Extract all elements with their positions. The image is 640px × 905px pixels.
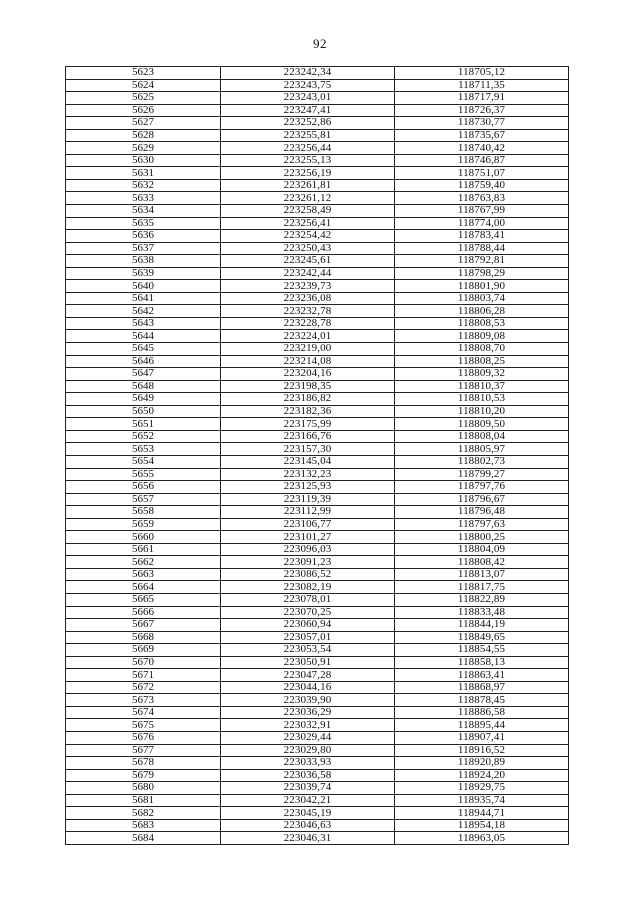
y-coordinate-cell: 118740,42: [395, 142, 569, 155]
table-row: [66, 506, 569, 519]
x-coordinate-cell: 223070,25: [221, 606, 395, 619]
x-coordinate-cell: 223175,99: [221, 418, 395, 431]
y-coordinate-cell: 118833,48: [395, 606, 569, 619]
table-row: [66, 355, 569, 368]
point-number-cell: 5675: [66, 719, 221, 732]
y-coordinate-cell: 118746,87: [395, 154, 569, 167]
x-coordinate-cell: 223261,12: [221, 192, 395, 205]
x-coordinate-cell: 223256,44: [221, 142, 395, 155]
y-coordinate-cell: 118810,20: [395, 405, 569, 418]
point-number-cell: 5636: [66, 230, 221, 243]
table-row: [66, 719, 569, 732]
y-coordinate-cell: 118809,32: [395, 368, 569, 381]
y-coordinate-cell: 118878,45: [395, 694, 569, 707]
table-row: [66, 154, 569, 167]
x-coordinate-cell: 223255,13: [221, 154, 395, 167]
point-number-cell: 5635: [66, 217, 221, 230]
y-coordinate-cell: 118798,29: [395, 267, 569, 280]
point-number-cell: 5678: [66, 757, 221, 770]
y-coordinate-cell: 118767,99: [395, 205, 569, 218]
y-coordinate-cell: 118810,53: [395, 393, 569, 406]
y-coordinate-cell: 118797,76: [395, 481, 569, 494]
point-number-cell: 5627: [66, 117, 221, 130]
y-coordinate-cell: 118783,41: [395, 230, 569, 243]
point-number-cell: 5676: [66, 731, 221, 744]
point-number-cell: 5673: [66, 694, 221, 707]
y-coordinate-cell: 118944,71: [395, 807, 569, 820]
x-coordinate-cell: 223254,42: [221, 230, 395, 243]
y-coordinate-cell: 118796,48: [395, 506, 569, 519]
x-coordinate-cell: 223228,78: [221, 317, 395, 330]
x-coordinate-cell: 223096,03: [221, 543, 395, 556]
table-row: [66, 681, 569, 694]
table-row: [66, 129, 569, 142]
page-number: 92: [313, 36, 327, 51]
point-number-cell: 5661: [66, 543, 221, 556]
y-coordinate-cell: 118849,65: [395, 631, 569, 644]
table-row: [66, 167, 569, 180]
x-coordinate-cell: 223182,36: [221, 405, 395, 418]
table-row: [66, 769, 569, 782]
x-coordinate-cell: 223242,44: [221, 267, 395, 280]
point-number-cell: 5653: [66, 443, 221, 456]
table-row: [66, 405, 569, 418]
point-number-cell: 5641: [66, 292, 221, 305]
y-coordinate-cell: 118916,52: [395, 744, 569, 757]
point-number-cell: 5651: [66, 418, 221, 431]
point-number-cell: 5628: [66, 129, 221, 142]
point-number-cell: 5652: [66, 430, 221, 443]
table-row: [66, 380, 569, 393]
table-row: [66, 731, 569, 744]
table-row: [66, 593, 569, 606]
y-coordinate-cell: 118808,04: [395, 430, 569, 443]
point-number-cell: 5658: [66, 506, 221, 519]
y-coordinate-cell: 118935,74: [395, 794, 569, 807]
y-coordinate-cell: 118803,74: [395, 292, 569, 305]
point-number-cell: 5681: [66, 794, 221, 807]
point-number-cell: 5655: [66, 468, 221, 481]
point-number-cell: 5671: [66, 669, 221, 682]
y-coordinate-cell: 118924,20: [395, 769, 569, 782]
point-number-cell: 5656: [66, 481, 221, 494]
point-number-cell: 5626: [66, 104, 221, 117]
y-coordinate-cell: 118886,58: [395, 706, 569, 719]
table-row: [66, 644, 569, 657]
point-number-cell: 5679: [66, 769, 221, 782]
x-coordinate-cell: 223166,76: [221, 430, 395, 443]
x-coordinate-cell: 223250,43: [221, 242, 395, 255]
x-coordinate-cell: 223219,00: [221, 343, 395, 356]
point-number-cell: 5669: [66, 644, 221, 657]
point-number-cell: 5624: [66, 79, 221, 92]
y-coordinate-cell: 118817,75: [395, 581, 569, 594]
y-coordinate-cell: 118800,25: [395, 531, 569, 544]
table-row: [66, 694, 569, 707]
table-row: [66, 393, 569, 406]
table-row: [66, 230, 569, 243]
point-number-cell: 5645: [66, 343, 221, 356]
y-coordinate-cell: 118763,83: [395, 192, 569, 205]
x-coordinate-cell: 223086,52: [221, 568, 395, 581]
point-number-cell: 5682: [66, 807, 221, 820]
x-coordinate-cell: 223247,41: [221, 104, 395, 117]
y-coordinate-cell: 118797,63: [395, 518, 569, 531]
point-number-cell: 5684: [66, 832, 221, 845]
point-number-cell: 5680: [66, 782, 221, 795]
table-row: [66, 217, 569, 230]
point-number-cell: 5638: [66, 255, 221, 268]
point-number-cell: 5649: [66, 393, 221, 406]
y-coordinate-cell: 118863,41: [395, 669, 569, 682]
point-number-cell: 5646: [66, 355, 221, 368]
table-row: [66, 782, 569, 795]
x-coordinate-cell: 223029,80: [221, 744, 395, 757]
table-row: [66, 706, 569, 719]
y-coordinate-cell: 118858,13: [395, 656, 569, 669]
y-coordinate-cell: 118854,55: [395, 644, 569, 657]
x-coordinate-cell: 223060,94: [221, 619, 395, 632]
x-coordinate-cell: 223204,16: [221, 368, 395, 381]
point-number-cell: 5648: [66, 380, 221, 393]
table-row: [66, 556, 569, 569]
point-number-cell: 5668: [66, 631, 221, 644]
x-coordinate-cell: 223032,91: [221, 719, 395, 732]
x-coordinate-cell: 223078,01: [221, 593, 395, 606]
x-coordinate-cell: 223036,58: [221, 769, 395, 782]
point-number-cell: 5672: [66, 681, 221, 694]
y-coordinate-cell: 118804,09: [395, 543, 569, 556]
table-row: [66, 117, 569, 130]
table-row: [66, 606, 569, 619]
y-coordinate-cell: 118954,18: [395, 819, 569, 832]
y-coordinate-cell: 118799,27: [395, 468, 569, 481]
point-number-cell: 5632: [66, 179, 221, 192]
x-coordinate-cell: 223145,04: [221, 455, 395, 468]
point-number-cell: 5642: [66, 305, 221, 318]
point-number-cell: 5643: [66, 317, 221, 330]
point-number-cell: 5659: [66, 518, 221, 531]
x-coordinate-cell: 223050,91: [221, 656, 395, 669]
y-coordinate-cell: 118801,90: [395, 280, 569, 293]
y-coordinate-cell: 118788,44: [395, 242, 569, 255]
table-row: [66, 192, 569, 205]
table-row: [66, 343, 569, 356]
y-coordinate-cell: 118805,97: [395, 443, 569, 456]
y-coordinate-cell: 118929,75: [395, 782, 569, 795]
table-row: [66, 744, 569, 757]
point-number-cell: 5640: [66, 280, 221, 293]
x-coordinate-cell: 223042,21: [221, 794, 395, 807]
point-number-cell: 5674: [66, 706, 221, 719]
x-coordinate-cell: 223125,93: [221, 481, 395, 494]
point-number-cell: 5654: [66, 455, 221, 468]
x-coordinate-cell: 223214,08: [221, 355, 395, 368]
point-number-cell: 5666: [66, 606, 221, 619]
table-row: [66, 443, 569, 456]
x-coordinate-cell: 223261,81: [221, 179, 395, 192]
x-coordinate-cell: 223119,39: [221, 493, 395, 506]
point-number-cell: 5657: [66, 493, 221, 506]
y-coordinate-cell: 118717,91: [395, 92, 569, 105]
x-coordinate-cell: 223053,54: [221, 644, 395, 657]
y-coordinate-cell: 118809,50: [395, 418, 569, 431]
x-coordinate-cell: 223039,90: [221, 694, 395, 707]
y-coordinate-cell: 118759,40: [395, 179, 569, 192]
table-row: [66, 330, 569, 343]
y-coordinate-cell: 118730,77: [395, 117, 569, 130]
point-number-cell: 5670: [66, 656, 221, 669]
x-coordinate-cell: 223091,23: [221, 556, 395, 569]
point-number-cell: 5631: [66, 167, 221, 180]
y-coordinate-cell: 118808,53: [395, 317, 569, 330]
x-coordinate-cell: 223112,99: [221, 506, 395, 519]
point-number-cell: 5644: [66, 330, 221, 343]
y-coordinate-cell: 118808,42: [395, 556, 569, 569]
y-coordinate-cell: 118810,37: [395, 380, 569, 393]
table-row: [66, 757, 569, 770]
table-row: [66, 619, 569, 632]
point-number-cell: 5629: [66, 142, 221, 155]
y-coordinate-cell: 118895,44: [395, 719, 569, 732]
point-number-cell: 5683: [66, 819, 221, 832]
y-coordinate-cell: 118726,37: [395, 104, 569, 117]
y-coordinate-cell: 118822,89: [395, 593, 569, 606]
x-coordinate-cell: 223239,73: [221, 280, 395, 293]
y-coordinate-cell: 118705,12: [395, 67, 569, 80]
x-coordinate-cell: 223157,30: [221, 443, 395, 456]
y-coordinate-cell: 118907,41: [395, 731, 569, 744]
table-row: [66, 568, 569, 581]
table-row: [66, 292, 569, 305]
point-number-cell: 5625: [66, 92, 221, 105]
x-coordinate-cell: 223029,44: [221, 731, 395, 744]
point-number-cell: 5639: [66, 267, 221, 280]
table-row: [66, 531, 569, 544]
table-row: [66, 481, 569, 494]
y-coordinate-cell: 118920,89: [395, 757, 569, 770]
coordinates-table: [65, 66, 569, 845]
point-number-cell: 5650: [66, 405, 221, 418]
table-row: [66, 669, 569, 682]
table-row: [66, 267, 569, 280]
table-row: [66, 317, 569, 330]
table-row: [66, 543, 569, 556]
x-coordinate-cell: 223033,93: [221, 757, 395, 770]
point-number-cell: 5637: [66, 242, 221, 255]
y-coordinate-cell: 118808,70: [395, 343, 569, 356]
x-coordinate-cell: 223046,63: [221, 819, 395, 832]
table-row: [66, 280, 569, 293]
coordinates-table-body: [66, 67, 569, 845]
table-row: [66, 819, 569, 832]
point-number-cell: 5662: [66, 556, 221, 569]
table-row: [66, 92, 569, 105]
table-row: [66, 631, 569, 644]
x-coordinate-cell: 223258,49: [221, 205, 395, 218]
x-coordinate-cell: 223245,61: [221, 255, 395, 268]
x-coordinate-cell: 223132,23: [221, 468, 395, 481]
x-coordinate-cell: 223039,74: [221, 782, 395, 795]
x-coordinate-cell: 223044,16: [221, 681, 395, 694]
table-row: [66, 518, 569, 531]
table-row: [66, 368, 569, 381]
x-coordinate-cell: 223047,28: [221, 669, 395, 682]
x-coordinate-cell: 223198,35: [221, 380, 395, 393]
table-row: [66, 205, 569, 218]
y-coordinate-cell: 118963,05: [395, 832, 569, 845]
table-row: [66, 430, 569, 443]
table-row: [66, 255, 569, 268]
table-row: [66, 493, 569, 506]
y-coordinate-cell: 118711,35: [395, 79, 569, 92]
x-coordinate-cell: 223256,41: [221, 217, 395, 230]
y-coordinate-cell: 118813,07: [395, 568, 569, 581]
point-number-cell: 5634: [66, 205, 221, 218]
table-row: [66, 79, 569, 92]
point-number-cell: 5664: [66, 581, 221, 594]
x-coordinate-cell: 223082,19: [221, 581, 395, 594]
x-coordinate-cell: 223232,78: [221, 305, 395, 318]
table-row: [66, 305, 569, 318]
table-row: [66, 455, 569, 468]
y-coordinate-cell: 118868,97: [395, 681, 569, 694]
table-row: [66, 67, 569, 80]
x-coordinate-cell: 223236,08: [221, 292, 395, 305]
point-number-cell: 5663: [66, 568, 221, 581]
point-number-cell: 5667: [66, 619, 221, 632]
table-row: [66, 581, 569, 594]
y-coordinate-cell: 118796,67: [395, 493, 569, 506]
point-number-cell: 5623: [66, 67, 221, 80]
table-row: [66, 656, 569, 669]
point-number-cell: 5665: [66, 593, 221, 606]
y-coordinate-cell: 118808,25: [395, 355, 569, 368]
y-coordinate-cell: 118735,67: [395, 129, 569, 142]
y-coordinate-cell: 118806,28: [395, 305, 569, 318]
y-coordinate-cell: 118751,07: [395, 167, 569, 180]
x-coordinate-cell: 223243,75: [221, 79, 395, 92]
x-coordinate-cell: 223242,34: [221, 67, 395, 80]
x-coordinate-cell: 223101,27: [221, 531, 395, 544]
point-number-cell: 5633: [66, 192, 221, 205]
table-row: [66, 418, 569, 431]
point-number-cell: 5647: [66, 368, 221, 381]
x-coordinate-cell: 223256,19: [221, 167, 395, 180]
x-coordinate-cell: 223057,01: [221, 631, 395, 644]
table-row: [66, 794, 569, 807]
x-coordinate-cell: 223106,77: [221, 518, 395, 531]
table-row: [66, 807, 569, 820]
point-number-cell: 5630: [66, 154, 221, 167]
x-coordinate-cell: 223046,31: [221, 832, 395, 845]
x-coordinate-cell: 223255,81: [221, 129, 395, 142]
x-coordinate-cell: 223224,01: [221, 330, 395, 343]
y-coordinate-cell: 118844,19: [395, 619, 569, 632]
x-coordinate-cell: 223243,01: [221, 92, 395, 105]
y-coordinate-cell: 118802,73: [395, 455, 569, 468]
table-row: [66, 179, 569, 192]
y-coordinate-cell: 118809,08: [395, 330, 569, 343]
table-row: [66, 142, 569, 155]
x-coordinate-cell: 223036,29: [221, 706, 395, 719]
y-coordinate-cell: 118774,00: [395, 217, 569, 230]
table-row: [66, 832, 569, 845]
table-row: [66, 104, 569, 117]
point-number-cell: 5660: [66, 531, 221, 544]
table-row: [66, 242, 569, 255]
table-row: [66, 468, 569, 481]
x-coordinate-cell: 223186,82: [221, 393, 395, 406]
point-number-cell: 5677: [66, 744, 221, 757]
x-coordinate-cell: 223252,86: [221, 117, 395, 130]
x-coordinate-cell: 223045,19: [221, 807, 395, 820]
y-coordinate-cell: 118792,81: [395, 255, 569, 268]
